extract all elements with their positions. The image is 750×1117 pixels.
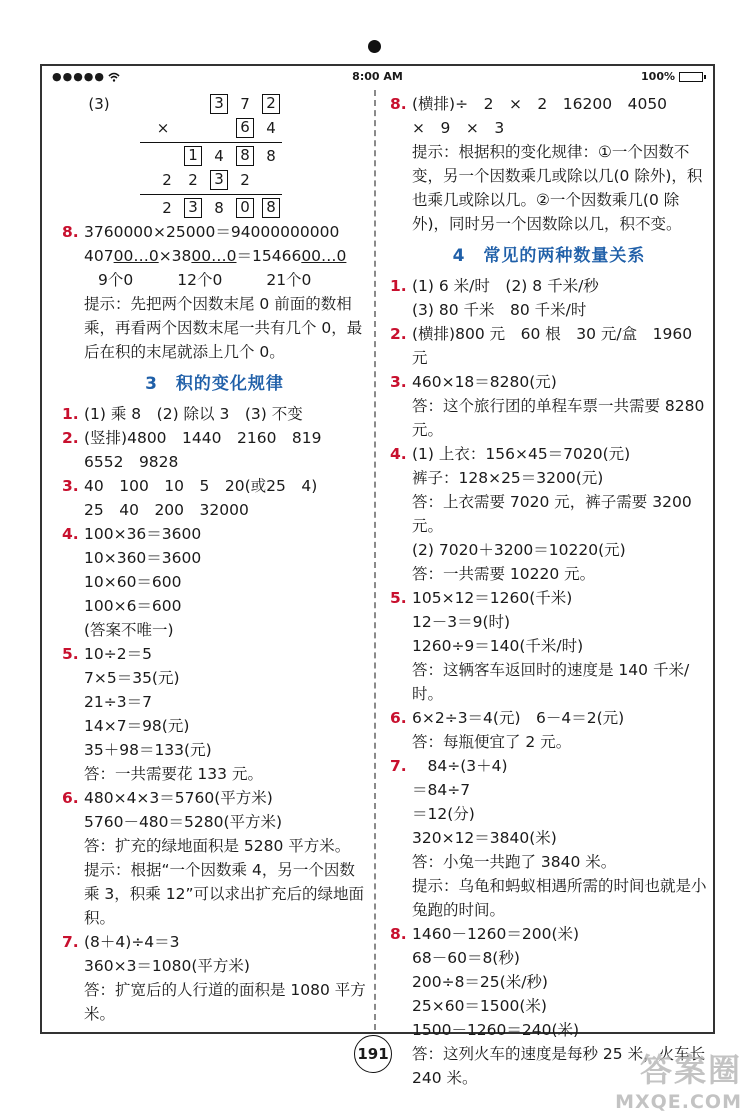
signal-dots: ●●●●● bbox=[52, 70, 105, 83]
answer-line bbox=[390, 116, 708, 140]
hint-text: 提示：先把两个因数末尾 0 前面的数相乘，再看两个因数末尾一共有几个 0，最后在积的末尾就添上几个 0。 bbox=[84, 295, 363, 361]
answer-line bbox=[62, 834, 367, 858]
answer-line bbox=[62, 954, 367, 978]
answer-text: 10×60＝600 bbox=[84, 573, 182, 591]
answer-text: (2) 7020＋3200＝10220(元) bbox=[412, 541, 626, 559]
answer-text: 12－3＝9(时) bbox=[412, 613, 511, 631]
question-number: 1. bbox=[62, 405, 79, 423]
answer-line bbox=[62, 810, 367, 834]
question-number: 1. bbox=[390, 277, 407, 295]
answer-line bbox=[390, 994, 708, 1018]
answer-text: 6×2÷3＝4(元) 6－4＝2(元) bbox=[412, 709, 625, 727]
answer-text: 35＋98＝133(元) bbox=[84, 741, 212, 759]
answer-text: 答：这列火车的速度是每秒 25 米，火车长 240 米。 bbox=[412, 1045, 706, 1087]
answer-text: 84÷(3＋4) bbox=[412, 757, 508, 775]
answer-line bbox=[62, 858, 367, 930]
zeros-underline: 00…0 bbox=[191, 247, 237, 265]
answer-line bbox=[62, 450, 367, 474]
digit: 4 bbox=[214, 147, 224, 165]
answer-line bbox=[390, 850, 708, 874]
question-item bbox=[62, 426, 367, 450]
digit-box: 8 bbox=[236, 146, 254, 166]
answer-line bbox=[390, 730, 708, 754]
rule-line bbox=[140, 142, 282, 143]
question-item bbox=[390, 922, 708, 946]
answer-text: 360×3＝1080(平方米) bbox=[84, 957, 250, 975]
question-number: 8. bbox=[62, 223, 79, 241]
number-part: ＝15466 bbox=[236, 247, 302, 265]
answer-line bbox=[390, 826, 708, 850]
answer-line bbox=[390, 610, 708, 634]
digit: 2 bbox=[240, 171, 250, 189]
question-item bbox=[390, 706, 708, 730]
answer-line bbox=[390, 140, 708, 236]
question-number: 6. bbox=[62, 789, 79, 807]
answer-text: (竖排)4800 1440 2160 819 bbox=[84, 429, 322, 447]
section-title: 3 积的变化规律 bbox=[145, 374, 284, 394]
answer-text: 21÷3＝7 bbox=[84, 693, 152, 711]
question-number: 3. bbox=[390, 373, 407, 391]
answer-line bbox=[390, 466, 708, 490]
answer-line bbox=[390, 778, 708, 802]
answer-text: 1260÷9＝140(千米/时) bbox=[412, 637, 584, 655]
answer-line: 3760000×25000＝94000000000 bbox=[84, 223, 340, 241]
answer-text: 1460－1260＝200(米) bbox=[412, 925, 580, 943]
answer-text: (8＋4)÷4＝3 bbox=[84, 933, 180, 951]
answer-text: (答案不唯一) bbox=[84, 621, 174, 639]
answer-text: 460×18＝8280(元) bbox=[412, 373, 557, 391]
question-item bbox=[390, 274, 708, 298]
answer-text: 5760－480＝5280(平方米) bbox=[84, 813, 283, 831]
number-part: ×38 bbox=[158, 247, 192, 265]
digit: 2 bbox=[162, 171, 172, 189]
answer-line bbox=[62, 570, 367, 594]
question-number: 7. bbox=[62, 933, 79, 951]
question-8 bbox=[62, 220, 367, 244]
answer-line bbox=[390, 562, 708, 586]
digit-box: 3 bbox=[210, 170, 228, 190]
answer-line bbox=[390, 970, 708, 994]
answer-text: 裤子：128×25＝3200(元) bbox=[412, 469, 604, 487]
question-number: 8. bbox=[390, 95, 407, 113]
question-number: 3. bbox=[62, 477, 79, 495]
answer-text: (1) 乘 8 (2) 除以 3 (3) 不变 bbox=[84, 405, 303, 423]
answer-text: 答：这辆客车返回时的速度是 140 千米/时。 bbox=[412, 661, 690, 703]
answer-text: 10÷2＝5 bbox=[84, 645, 152, 663]
question-item bbox=[62, 642, 367, 666]
digit: 4 bbox=[266, 119, 276, 137]
answer-line bbox=[390, 634, 708, 658]
answer-line bbox=[62, 738, 367, 762]
answer-line bbox=[390, 490, 708, 538]
digit-box: 3 bbox=[210, 94, 228, 114]
question-item bbox=[390, 754, 708, 778]
answer-line bbox=[390, 658, 708, 706]
question-item bbox=[62, 786, 367, 810]
question-item bbox=[390, 442, 708, 466]
question-number: 6. bbox=[390, 709, 407, 727]
answer-line bbox=[62, 666, 367, 690]
answer-line bbox=[390, 802, 708, 826]
answer-text: 答：一共需要 10220 元。 bbox=[412, 565, 596, 583]
question-number: 2. bbox=[390, 325, 407, 343]
answer-list bbox=[62, 402, 367, 1026]
zero-counts bbox=[62, 268, 367, 292]
answer-list bbox=[390, 92, 708, 236]
answer-text: 提示：乌龟和蚂蚁相遇所需的时间也就是小兔跑的时间。 bbox=[412, 877, 707, 919]
digit-box: 3 bbox=[184, 198, 202, 218]
digit: 8 bbox=[214, 199, 224, 217]
status-bar bbox=[42, 66, 713, 88]
answer-text: 25 40 200 32000 bbox=[84, 501, 249, 519]
answer-text: 10×360＝3600 bbox=[84, 549, 202, 567]
question-item bbox=[62, 522, 367, 546]
question-item bbox=[62, 474, 367, 498]
mult-label: (3) bbox=[88, 95, 110, 113]
answer-line bbox=[390, 1018, 708, 1042]
answer-text: (1) 上衣：156×45＝7020(元) bbox=[412, 445, 631, 463]
digit: 8 bbox=[266, 147, 276, 165]
vertical-multiplication bbox=[62, 92, 367, 220]
question-number: 2. bbox=[62, 429, 79, 447]
digit-box: 6 bbox=[236, 118, 254, 138]
battery-icon bbox=[679, 72, 703, 82]
answer-text: 14×7＝98(元) bbox=[84, 717, 190, 735]
zeros-underline: 00…0 bbox=[301, 247, 347, 265]
signal-indicator bbox=[52, 70, 120, 83]
answer-line bbox=[62, 978, 367, 1026]
answer-text: 答：这个旅行团的单程车票一共需要 8280 元。 bbox=[412, 397, 705, 439]
digit: 2 bbox=[162, 199, 172, 217]
answer-line bbox=[62, 546, 367, 570]
answer-text: (3) 80 千米 80 千米/时 bbox=[412, 301, 587, 319]
zero-count: 21个0 bbox=[266, 271, 312, 289]
answer-text: 答：上衣需要 7020 元，裤子需要 3200 元。 bbox=[412, 493, 692, 535]
zeros-underline: 00…0 bbox=[113, 247, 159, 265]
answer-text: 100×36＝3600 bbox=[84, 525, 202, 543]
answer-line bbox=[62, 714, 367, 738]
section-title: 4 常见的两种数量关系 bbox=[452, 246, 646, 266]
rule-line bbox=[140, 194, 282, 195]
answer-text: 答：每瓶便宜了 2 元。 bbox=[412, 733, 572, 751]
question-number: 4. bbox=[62, 525, 79, 543]
answer-text: 答：扩充的绿地面积是 5280 平方米。 bbox=[84, 837, 351, 855]
answer-text: (横排)800 元 60 根 30 元/盒 1960 元 bbox=[412, 325, 693, 367]
question-item bbox=[62, 402, 367, 426]
answer-text: 1500－1260＝240(米) bbox=[412, 1021, 580, 1039]
wifi-icon bbox=[108, 72, 120, 82]
digit-box: 1 bbox=[184, 146, 202, 166]
answer-text: 105×12＝1260(千米) bbox=[412, 589, 573, 607]
answer-text: 6552 9828 bbox=[84, 453, 179, 471]
question-number: 5. bbox=[390, 589, 407, 607]
digit-box: 0 bbox=[236, 198, 254, 218]
answer-line bbox=[390, 874, 708, 922]
digit: 7 bbox=[240, 95, 250, 113]
question-item bbox=[390, 322, 708, 370]
answer-text: 320×12＝3840(米) bbox=[412, 829, 557, 847]
status-time: 8:00 AM bbox=[352, 70, 403, 83]
answer-list bbox=[390, 274, 708, 1090]
answer-text: 40 100 10 5 20(或25 4) bbox=[84, 477, 318, 495]
question-item bbox=[390, 586, 708, 610]
page-number: 191 bbox=[354, 1035, 392, 1073]
answer-text: 25×60＝1500(米) bbox=[412, 997, 547, 1015]
answer-text: ＝12(分) bbox=[412, 805, 475, 823]
answer-text: 提示：根据“一个因数乘 4，另一个因数乘 3，积乘 12”可以求出扩充后的绿地面积。 bbox=[84, 861, 364, 927]
answer-text: 480×4×3＝5760(平方米) bbox=[84, 789, 273, 807]
battery-indicator bbox=[641, 70, 703, 83]
question-item bbox=[62, 930, 367, 954]
question-item bbox=[390, 370, 708, 394]
battery-percent: 100% bbox=[641, 70, 675, 83]
answer-text: ＝84÷7 bbox=[412, 781, 471, 799]
answer-text: (1) 6 米/时 (2) 8 千米/秒 bbox=[412, 277, 599, 295]
question-number: 4. bbox=[390, 445, 407, 463]
answer-line bbox=[62, 594, 367, 618]
column-divider bbox=[374, 90, 376, 1030]
answer-text: 答：扩宽后的人行道的面积是 1080 平方米。 bbox=[84, 981, 366, 1023]
answer-line bbox=[62, 498, 367, 522]
answer-text: 答：一共需要花 133 元。 bbox=[84, 765, 263, 783]
answer-text: 200÷8＝25(米/秒) bbox=[412, 973, 548, 991]
answer-line bbox=[390, 946, 708, 970]
left-column bbox=[62, 92, 367, 1026]
answer-line bbox=[62, 762, 367, 786]
watermark-url: MXQE.COM bbox=[615, 1091, 742, 1113]
answer-line bbox=[390, 298, 708, 322]
digit-box: 2 bbox=[262, 94, 280, 114]
times-sign: × bbox=[156, 119, 170, 137]
camera-dot bbox=[368, 40, 381, 53]
zero-count: 12个0 bbox=[177, 271, 223, 289]
answer-text: × 9 × 3 bbox=[412, 119, 505, 137]
answer-line bbox=[62, 244, 367, 268]
number-part: 407 bbox=[84, 247, 114, 265]
answer-line bbox=[390, 538, 708, 562]
answer-text: (横排)÷ 2 × 2 16200 4050 bbox=[412, 95, 668, 113]
right-column bbox=[390, 92, 708, 1090]
answer-line bbox=[390, 394, 708, 442]
answer-text: 100×6＝600 bbox=[84, 597, 182, 615]
question-item bbox=[390, 92, 708, 116]
watermark-logo-text: 答案圈 bbox=[639, 1051, 742, 1089]
answer-text: 68－60＝8(秒) bbox=[412, 949, 520, 967]
question-number: 8. bbox=[390, 925, 407, 943]
answer-line bbox=[62, 618, 367, 642]
answer-line bbox=[62, 690, 367, 714]
question-number: 7. bbox=[390, 757, 407, 775]
question-number: 5. bbox=[62, 645, 79, 663]
digit: 2 bbox=[188, 171, 198, 189]
watermark bbox=[615, 1045, 742, 1113]
answer-text: 答：小兔一共跑了 3840 米。 bbox=[412, 853, 617, 871]
answer-text: 7×5＝35(元) bbox=[84, 669, 180, 687]
digit-box: 8 bbox=[262, 198, 280, 218]
zero-count: 9个0 bbox=[98, 271, 134, 289]
answer-text: 提示：根据积的变化规律：①一个因数不变，另一个因数乘几或除以几(0 除外)，积也乘几或除以几。②一个因数乘几(0 除外)，同时另一个因数除以几，积不变。 bbox=[412, 143, 703, 233]
